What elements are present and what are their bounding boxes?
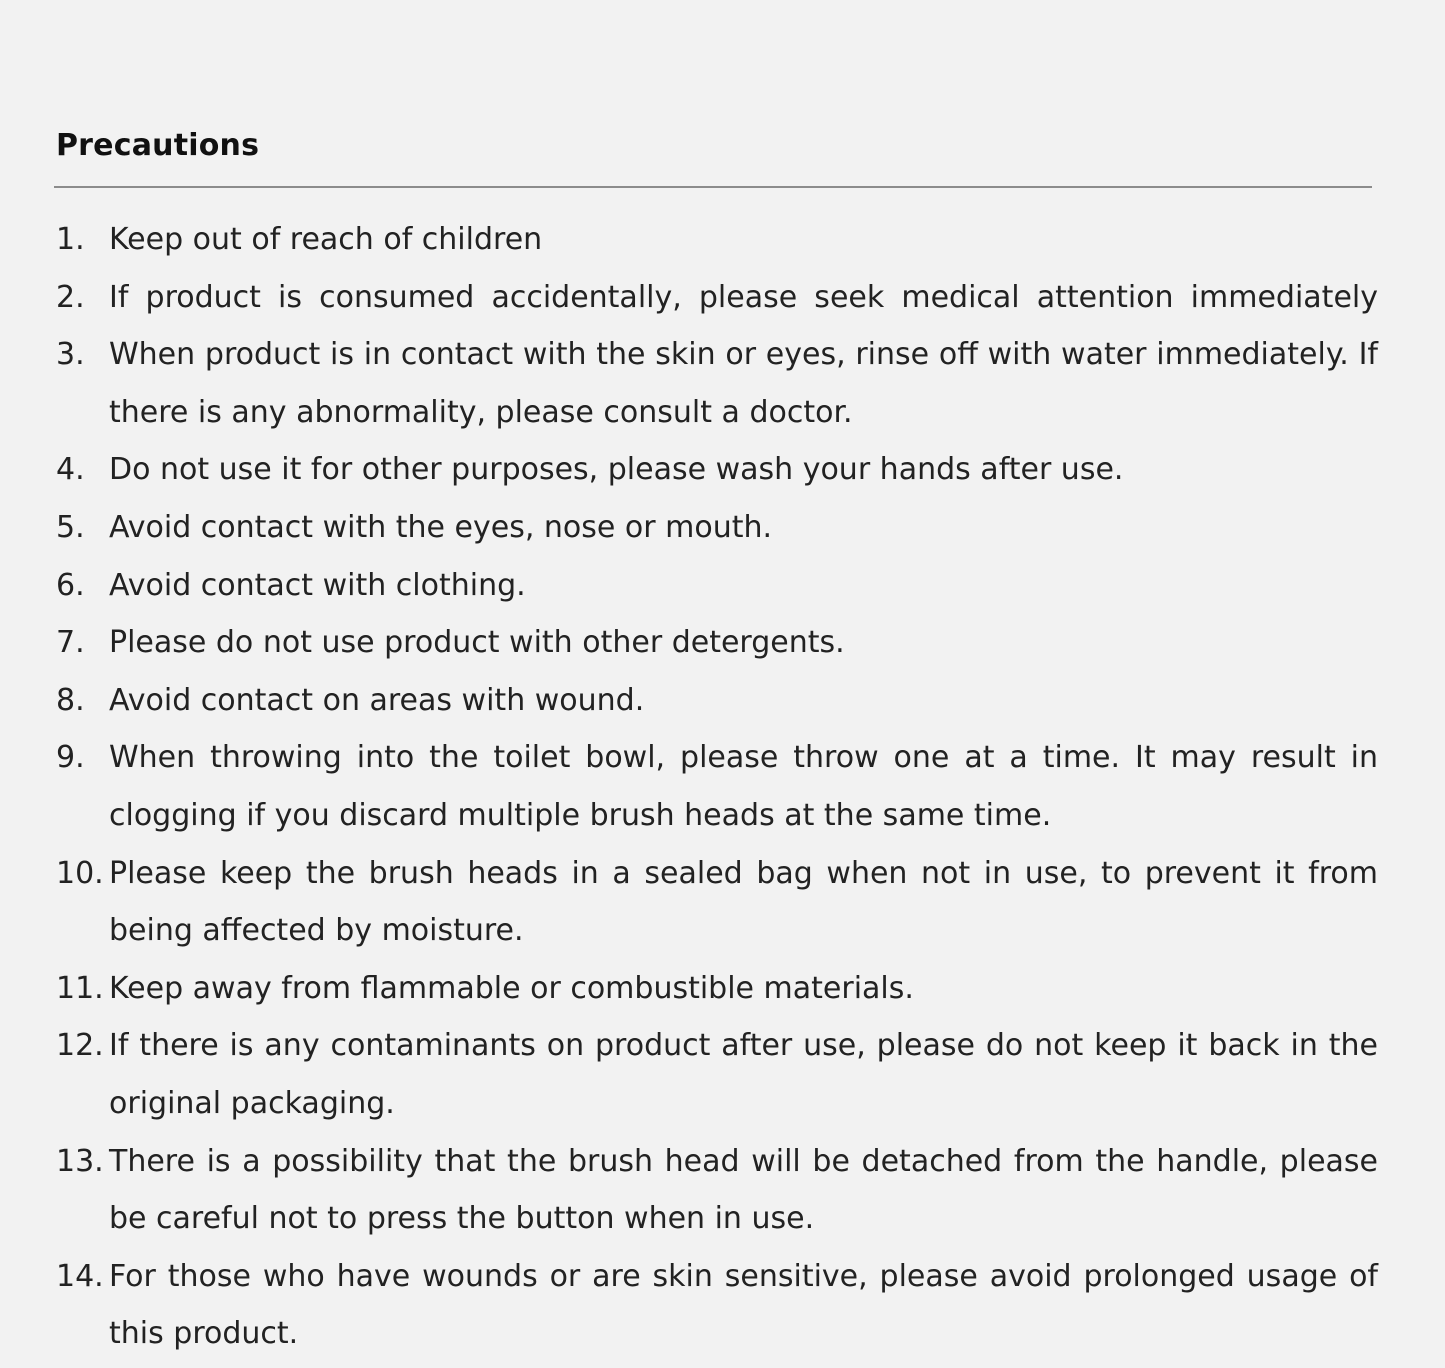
item-number: 6.: [56, 567, 85, 603]
item-number: 8.: [56, 682, 85, 718]
precautions-section: [56, 124, 1378, 1352]
list-item: [56, 211, 1378, 269]
item-text: When throwing into the toilet bowl, please throw one at a time. It may result in clogging if you discard multiple brush heads at the same time.: [109, 740, 1378, 833]
item-text: Keep out of reach of children: [109, 222, 543, 257]
item-number: 4.: [56, 452, 85, 488]
list-item: [56, 499, 1378, 557]
item-text: For those who have wounds or are skin sensitive, please avoid prolonged usage of this product.: [109, 1258, 1378, 1352]
item-number: 3.: [56, 337, 85, 373]
item-text: When product is in contact with the skin or eyes, rinse off with water immediately. If there is any abnormality, please consult a doctor.: [109, 337, 1378, 430]
item-text: If there is any contaminants on product after use, please do not keep it back in the original packaging.: [109, 1028, 1378, 1121]
item-number: 7.: [56, 625, 85, 661]
item-number: 2.: [56, 279, 85, 315]
item-text: Avoid contact on areas with wound.: [109, 682, 645, 718]
list-item: [56, 729, 1378, 844]
list-item: [56, 672, 1378, 730]
title-divider: [54, 186, 1372, 188]
item-number: 11.: [56, 970, 104, 1006]
list-item: [56, 1133, 1378, 1248]
item-number: 10.: [56, 855, 104, 891]
item-text: There is a possibility that the brush head will be detached from the handle, please be careful not to press the button when in use.: [109, 1143, 1378, 1237]
precautions-list: [56, 211, 1378, 1363]
list-item: [56, 269, 1378, 327]
list-item: [56, 326, 1378, 441]
item-number: 9.: [56, 740, 85, 776]
item-text: If product is consumed accidentally, please seek medical attention immediately: [109, 279, 1378, 315]
list-item: [56, 614, 1378, 672]
list-item: [56, 557, 1378, 615]
list-item: [56, 1248, 1378, 1363]
item-text: Please do not use product with other detergents.: [109, 625, 845, 661]
item-number: 13.: [56, 1143, 104, 1179]
item-text: Do not use it for other purposes, please wash your hands after use.: [109, 452, 1124, 488]
list-item: [56, 845, 1378, 960]
list-item: [56, 960, 1378, 1018]
item-text: Avoid contact with clothing.: [109, 567, 526, 603]
item-text: Please keep the brush heads in a sealed bag when not in use, to prevent it from being affected by moisture.: [109, 855, 1378, 949]
item-number: 1.: [56, 222, 85, 257]
item-number: 12.: [56, 1028, 104, 1064]
list-item: [56, 441, 1378, 499]
item-number: 14.: [56, 1258, 104, 1294]
section-title: Precautions: [56, 128, 260, 163]
item-text: Keep away from flammable or combustible materials.: [109, 970, 914, 1006]
list-item: [56, 1017, 1378, 1132]
item-text: Avoid contact with the eyes, nose or mouth.: [109, 509, 773, 545]
item-number: 5.: [56, 509, 85, 545]
